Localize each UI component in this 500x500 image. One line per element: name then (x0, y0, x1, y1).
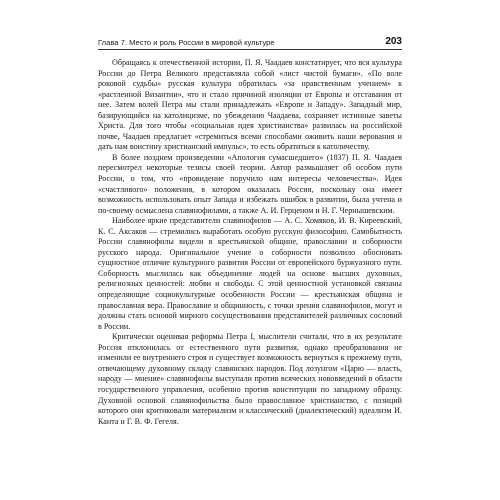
paragraph-slavophiles: Наиболее яркие представители славянофилов — А. С. Хомяков, И. В. Киреевский, К. С. Аксаков — стремились выработать особую русскую философию. Самобытность России славянофилы видели в крестьянской общине, православии и соборности русского народа. Оригинальное учение о соборности позволило обосновать сущностное отличие культурного развития России от европейского буржуазного пути. Соборность мыслилась как объединение людей на основе высших духовных, религиозных ценностей: любви и свободы. С этой ценностной установкой связаны определяющие социокультурные особенности России — крестьянская община и православная вера. Православие и общинность, с точки зрения славянофилов, могут и должны стать основой мирного сосуществования представителей различных сословий в России. (98, 216, 402, 331)
paragraph-peter-reforms: Критически оценивая реформы Петра I, мыслители считали, что в их результате Россия отклонилась от естественного пути развития, однако преобразования не изменили ее внутреннего строя и существует возможность вернуться к прежнему пути, отвечающему духовному складу славянских народов. Под лозунгом «Царю — власть, народу — мнение» славянофилы выступали против всяческих нововведений в области государственного управления, особенно против конституции по западному образцу. Духовной основой славянофильства было православное христианство, с позиций которого они критиковали материализм и классический (диалектический) идеализм И. Канта и Г. В. Ф. Гегеля. (98, 332, 402, 426)
running-header (98, 33, 402, 50)
paragraph-apology: В более позднем произведении «Апология сумасшедшего» (1837) П. Я. Чаадаев пересмотрел некоторые тезисы своей теории. Автор размышляет об особом пути России, о том, что «провидение поручило нам интересы человечества». Идея «счастливого» положения, в котором оказалась Россия, поскольку она имеет возможность использовать опыт Запада и избежать ошибок в развитии, была учтена и по-своему осмыслена славянофилами, а также А. И. Герценом и Н. Г. Чернышевским. (98, 152, 402, 215)
paragraph-chaadaev-history: Обращаясь к отечественной истории, П. Я. Чаадаев констатирует, что вся культура России до Петра Великого представляла собой «лист чистой бумаги». «По воле роковой судьбы» русская культура обратилась «за нравственным учением» к «растленной Византии», что и стало причиной изоляции от Европы и отставания от нее. Затем волей Петра мы стали принадлежать «Европе и Западу». Западный мир, базирующийся на католицизме, по убеждению Чаадаева, сохраняет истинные заветы Христа. Для того чтобы «социальная идея христианства» развилась на российской почве, Чаадаев предлагает «стремиться всеми способами оживить наши верования и дать нам воистину христианский импульс», то есть обратиться к католичеству. (98, 58, 402, 152)
body-text (98, 58, 402, 427)
chapter-title: Глава 7. Место и роль России в мировой культуре (98, 38, 275, 47)
page-number: 203 (385, 36, 402, 47)
